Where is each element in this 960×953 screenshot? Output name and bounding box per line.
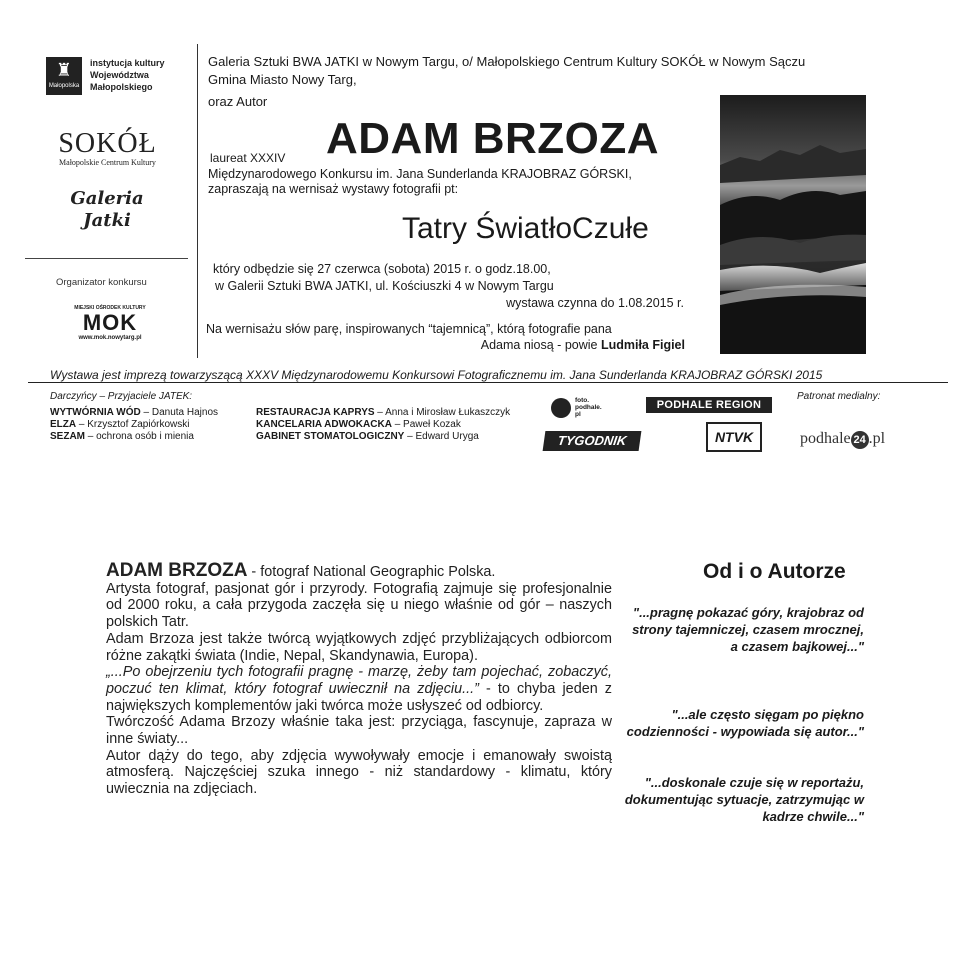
mok-logo [70, 305, 150, 341]
donor-item: GABINET STOMATOLOGICZNY – Edward Uryga [256, 431, 479, 442]
laureat-label: laureat XXXIV [210, 151, 286, 165]
bio-quote: „...Po obejrzeniu tych fotografii pragnę - marzę, żeby tam pojechać, zobaczyć, poczuć ten klimat, który fotograf uwiecznił na zdjęciu...” [106, 664, 612, 697]
bio-quote-comment: - to chyba jeden z największych komplementów jaki twórca może usłyszeć od odbiorcy. [106, 680, 613, 714]
vertical-divider [197, 44, 198, 358]
accompanying-event-note: Wystawa jest imprezą towarzyszącą XXXV Międzynarodowemu Konkursowi Fotograficznemu im. Jana Sunderlanda KRAJOBRAZ GÓRSKI 2015 [50, 368, 823, 382]
speaker-name: Ludmiła Figiel [600, 338, 685, 352]
author-quote: "...pragnę pokazać góry, krajobraz od strony tajemniczej, czasem mrocznej, a czasem bajkowej..." [632, 605, 864, 654]
tygodnik-logo: TYGODNIK [543, 431, 642, 451]
bio-intro: - fotograf National Geographic Polska. [247, 564, 496, 580]
mok-word: MOK [82, 310, 138, 335]
galeria-line: Galeria [70, 188, 144, 209]
organizers-line: Galeria Sztuki BWA JATKI w Nowym Targu, o/ Małopolskiego Centrum Kultury SOKÓŁ w Nowym Sączu [208, 54, 806, 69]
camera-icon [551, 398, 571, 418]
organizers-line-3: oraz Autor [208, 94, 268, 109]
exhibition-title: Tatry ŚwiatłoCzułe [402, 212, 649, 245]
donor-item: ELZA – Krzysztof Zapiórkowski [50, 419, 190, 430]
author-bio [106, 560, 613, 798]
malopolska-text [90, 57, 165, 93]
malopolska-crest-icon: ♜ Małopolska [46, 57, 82, 95]
malopolska-line: Małopolskiego [90, 82, 153, 92]
mountain-photo [720, 95, 866, 354]
mok-url: www.mok.nowytarg.pl [78, 335, 142, 341]
mok-top-text: MIEJSKI OŚRODEK KULTURY [74, 305, 146, 311]
vernissage-line: Na wernisażu słów parę, inspirowanych “tajemnicą”, którą fotografie pana [206, 322, 612, 336]
organizer-label: Organizator konkursu [56, 277, 147, 288]
donors-title: Darczyńcy – Przyjaciele JATEK: [50, 391, 193, 402]
foto-podhale-logo: foto. podhale. pl [551, 398, 601, 420]
main-divider [28, 382, 948, 383]
date-line: który odbędzie się 27 czerwca (sobota) 2015 r. o godz.18.00, [213, 262, 551, 276]
jatki-line: Jatki [83, 210, 131, 231]
bio-paragraph: Artysta fotograf, pasjonat gór i przyrody. Fotografią zajmuje się profesjonalnie od 2000 roku, a cała przygoda zaczęła się u niego właśnie od gór – naszych polskich Tatr. [106, 580, 612, 631]
vernissage-text: Adama niosą - powie [480, 338, 601, 352]
bio-name: ADAM BRZOZA [106, 560, 248, 581]
contest-line: Międzynarodowego Konkursu im. Jana Sunderlanda KRAJOBRAZ GÓRSKI, [208, 167, 632, 181]
malopolska-logo [46, 57, 166, 101]
organizers-line-2: Gmina Miasto Nowy Targ, [208, 72, 357, 87]
open-until-line: wystawa czynna do 1.08.2015 r. [506, 296, 684, 310]
sokol-name: SOKÓŁ [58, 128, 157, 159]
podhale24-logo: podhale 24 .pl [800, 430, 886, 447]
author-heading: Od i o Autorze [703, 560, 846, 583]
media-patronage-title: Patronat medialny: [797, 391, 881, 402]
place-line: w Galerii Sztuki BWA JATKI, ul. Kościuszki 4 w Nowym Targu [215, 279, 554, 293]
malopolska-line: instytucja kultury [90, 58, 165, 68]
sokol-logo [50, 128, 165, 167]
podhale-region-logo: PODHALE REGION [646, 397, 772, 413]
author-quote: "...doskonale czuje się w reportażu, dokumentując sytuacje, zatrzymując w kadrze chwile..." [624, 775, 864, 824]
sokol-subtitle: Małopolskie Centrum Kultury [59, 158, 156, 167]
ntvk-logo: NTVK [706, 422, 762, 452]
invite-line: zapraszają na wernisaż wystawy fotografii pt: [208, 182, 459, 196]
left-divider [25, 258, 188, 259]
author-quote: "...ale często sięgam po piękno codzienności - wypowiada się autor..." [626, 707, 864, 739]
donor-item: SEZAM – ochrona osób i mienia [50, 431, 194, 442]
bio-paragraph: Twórczość Adama Brzozy właśnie taka jest: przyciąga, fascynuje, zapraza w inne światy... [106, 714, 612, 748]
bio-paragraph: Adam Brzoza jest także twórcą wyjątkowych zdjęć przybliżających odbiorcom różne zakątki świata (Indie, Nepal, Skandynawia, Europa). [106, 630, 612, 664]
artist-name-heading: ADAM BRZOZA [326, 114, 660, 163]
vernissage-line-2 [481, 338, 685, 352]
donor-item: RESTAURACJA KAPRYS – Anna i Mirosław Łukaszczyk [256, 407, 511, 418]
malopolska-line: Województwa [90, 70, 149, 80]
galeria-jatki-logo [62, 188, 152, 232]
bio-paragraph: Autor dąży do tego, aby zdjęcia wywoływały emocje i emanowały swoistą atmosferą. Najczęściej szuka innego - niż standardowy - klimatu, który uwiecznia na zdjęciach. [106, 747, 612, 798]
donor-item: WYTWÓRNIA WÓD – Danuta Hajnos [50, 407, 219, 418]
donor-item: KANCELARIA ADWOKACKA – Paweł Kozak [256, 419, 461, 430]
